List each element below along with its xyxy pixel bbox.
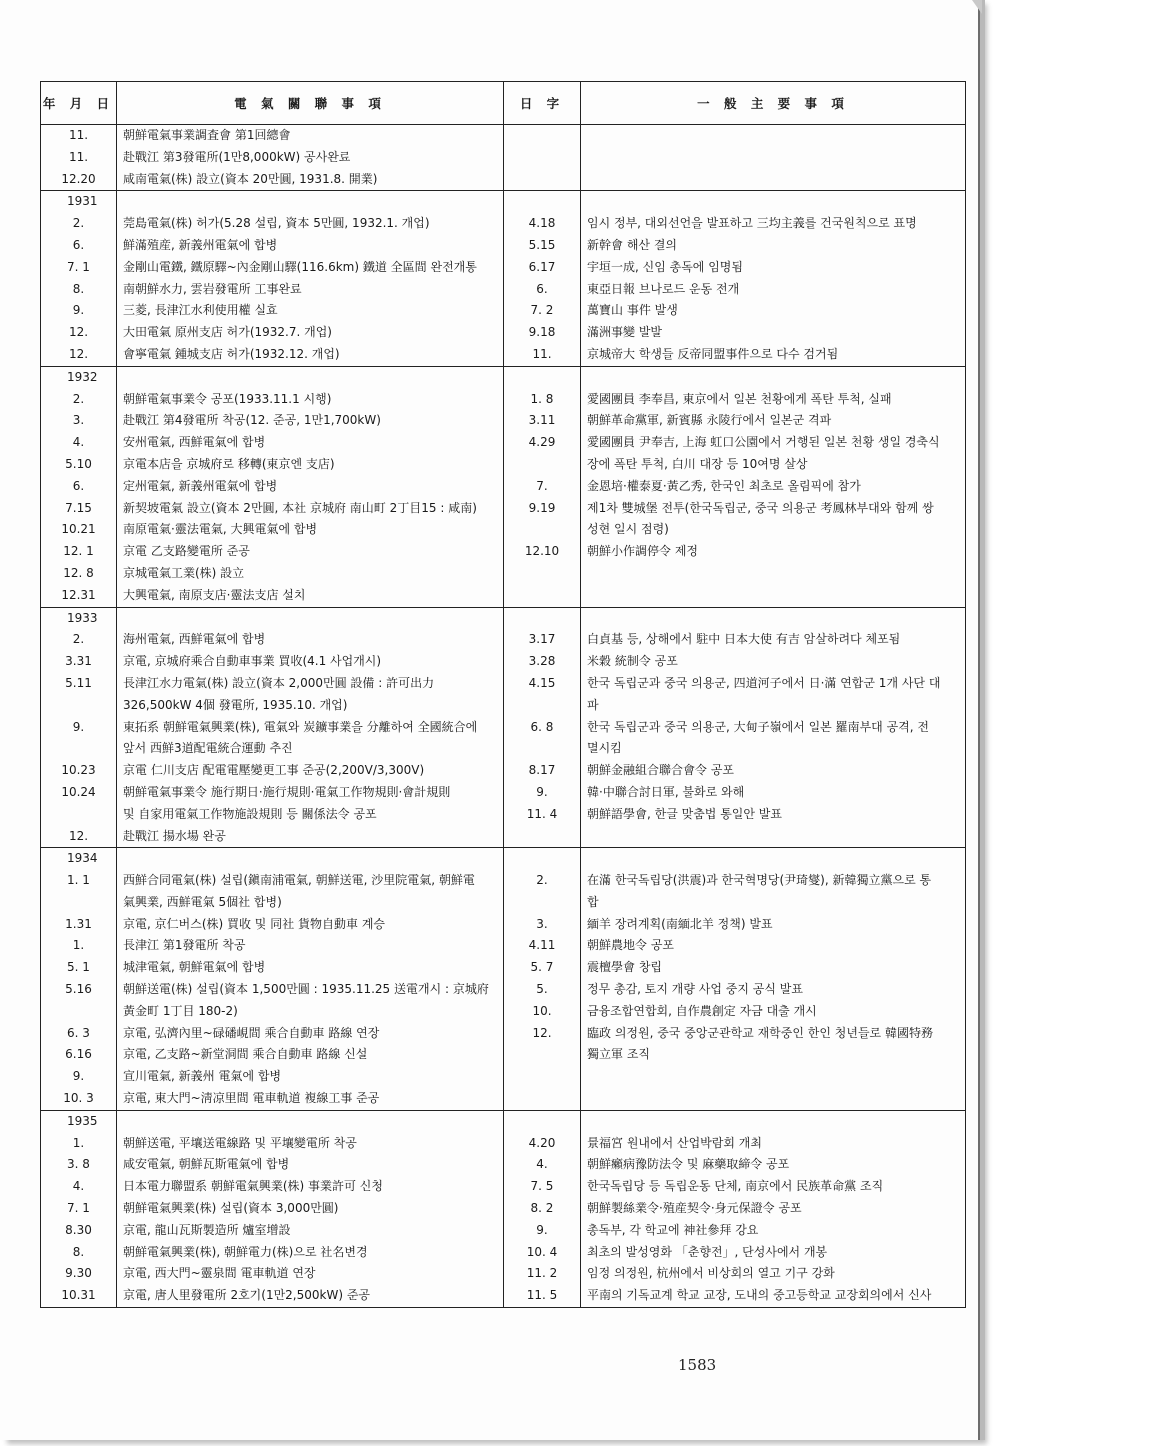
electric-event-text: 京電, 乙支路~新堂洞間 乘合自動車 路線 신설 <box>117 1044 504 1066</box>
table-header-row <box>41 82 966 125</box>
table-row <box>41 1176 966 1198</box>
electric-event-text: 326,500kW 4個 發電所, 1935.10. 개업) <box>117 695 504 717</box>
empty-cell <box>581 366 966 388</box>
electric-event-text: 三菱, 長津江水利使用權 실효 <box>117 300 504 322</box>
general-event-date: 9. <box>504 1220 581 1242</box>
general-event-date: 5. 7 <box>504 957 581 979</box>
table-row <box>41 914 966 936</box>
electric-event-date: 12. 1 <box>41 541 117 563</box>
general-event-text: 韓·中聯合討日軍, 불화로 와해 <box>581 782 966 804</box>
electric-event-date: 2. <box>41 213 117 235</box>
general-event-text: 정무 총감, 토지 개량 사업 중지 공식 발표 <box>581 979 966 1001</box>
general-event-date: 3.17 <box>504 629 581 651</box>
general-event-date: 4.15 <box>504 673 581 695</box>
electric-event-text: 京電, 京城府乘合自動車事業 買收(4.1 사업개시) <box>117 651 504 673</box>
general-event-text <box>581 147 966 169</box>
electric-event-date: 1. <box>41 935 117 957</box>
general-event-date: 8.17 <box>504 760 581 782</box>
general-event-date: 6. <box>504 279 581 301</box>
empty-cell <box>581 607 966 629</box>
table-row <box>41 804 966 826</box>
year-label: 1935 <box>41 1110 117 1132</box>
electric-event-text: 長津江水力電氣(株) 設立(資本 2,000만圓 設備 : 許可出力 <box>117 673 504 695</box>
general-event-date: 11. <box>504 344 581 366</box>
electric-event-date: 10.31 <box>41 1285 117 1307</box>
general-event-text: 성현 일시 점령) <box>581 519 966 541</box>
table-row <box>41 541 966 563</box>
table-row <box>41 279 966 301</box>
electric-event-text: 莞島電氣(株) 허가(5.28 설립, 資本 5만圓, 1932.1. 개업) <box>117 213 504 235</box>
table-row <box>41 235 966 257</box>
general-event-date <box>504 585 581 607</box>
general-event-date <box>504 826 581 848</box>
electric-event-date: 2. <box>41 629 117 651</box>
year-label: 1933 <box>41 607 117 629</box>
general-event-date: 10. <box>504 1001 581 1023</box>
year-label: 1934 <box>41 848 117 870</box>
general-event-date: 3. <box>504 914 581 936</box>
general-event-text: 朝鮮癩病豫防法令 및 麻藥取締令 공포 <box>581 1154 966 1176</box>
empty-cell <box>581 1110 966 1132</box>
electric-event-date: 8. <box>41 1242 117 1264</box>
year-row <box>41 366 966 388</box>
electric-event-date: 11. <box>41 125 117 147</box>
table-row <box>41 651 966 673</box>
electric-event-text: 大興電氣, 南原支店·靈法支店 설치 <box>117 585 504 607</box>
general-event-date: 6. 8 <box>504 717 581 739</box>
electric-event-text: 京電, 弘濟內里~碌磻峴間 乘合自動車 路線 연장 <box>117 1023 504 1045</box>
table-row <box>41 1263 966 1285</box>
general-event-text <box>581 563 966 585</box>
electric-event-date: 7. 1 <box>41 257 117 279</box>
general-event-date <box>504 169 581 191</box>
header-date: 年 月 日 <box>41 82 117 125</box>
general-event-date: 8. 2 <box>504 1198 581 1220</box>
electric-event-date: 12.20 <box>41 169 117 191</box>
electric-event-date <box>41 738 117 760</box>
table-row <box>41 563 966 585</box>
electric-event-date: 10.23 <box>41 760 117 782</box>
electric-event-date: 5.16 <box>41 979 117 1001</box>
general-event-text: 제1차 雙城堡 전투(한국독립군, 중국 의용군 考鳳林부대와 함께 쌍 <box>581 498 966 520</box>
table-row <box>41 979 966 1001</box>
general-event-date <box>504 892 581 914</box>
general-event-date: 11. 4 <box>504 804 581 826</box>
table-row <box>41 870 966 892</box>
electric-event-date: 3.31 <box>41 651 117 673</box>
general-event-text: 금융조합연합회, 自作農創定 자금 대출 개시 <box>581 1001 966 1023</box>
electric-event-text: 長津江 第1發電所 착공 <box>117 935 504 957</box>
general-event-text: 米穀 統制令 공포 <box>581 651 966 673</box>
electric-event-text: 定州電氣, 新義州電氣에 합병 <box>117 476 504 498</box>
general-event-date: 10. 4 <box>504 1242 581 1264</box>
electric-event-date: 6. 3 <box>41 1023 117 1045</box>
electric-event-date: 9.30 <box>41 1263 117 1285</box>
empty-cell <box>117 191 504 213</box>
electric-event-text: 城津電氣, 朝鮮電氣에 합병 <box>117 957 504 979</box>
electric-event-text: 京電, 東大門~淸凉里間 電車軌道 複線工事 준공 <box>117 1088 504 1110</box>
electric-event-date: 12. <box>41 826 117 848</box>
general-event-text: 朝鮮農地令 공포 <box>581 935 966 957</box>
table-row <box>41 1066 966 1088</box>
chronology-table <box>40 81 966 1308</box>
general-event-text: 朝鮮語學會, 한글 맞춤법 통일안 발표 <box>581 804 966 826</box>
electric-event-text: 朝鮮電氣興業(株) 설립(資本 3,000만圓) <box>117 1198 504 1220</box>
general-event-text: 新幹會 해산 결의 <box>581 235 966 257</box>
table-row <box>41 629 966 651</box>
general-event-text <box>581 1088 966 1110</box>
table-row <box>41 344 966 366</box>
electric-event-date: 3. <box>41 410 117 432</box>
electric-event-date: 9. <box>41 300 117 322</box>
general-event-date: 7. 2 <box>504 300 581 322</box>
electric-event-text: 赴戰江 第3發電所(1만8,000kW) 공사완료 <box>117 147 504 169</box>
electric-event-text: 大田電氣 原州支店 허가(1932.7. 개업) <box>117 322 504 344</box>
general-event-date: 3.28 <box>504 651 581 673</box>
general-event-text <box>581 585 966 607</box>
empty-cell <box>504 607 581 629</box>
electric-event-date: 12. <box>41 322 117 344</box>
electric-event-date: 9. <box>41 717 117 739</box>
table-row <box>41 760 966 782</box>
table-row <box>41 498 966 520</box>
year-label: 1931 <box>41 191 117 213</box>
table-row <box>41 410 966 432</box>
electric-event-date <box>41 1001 117 1023</box>
general-event-text: 京城帝大 학생들 反帝同盟事件으로 다수 검거됨 <box>581 344 966 366</box>
electric-event-date: 7. 1 <box>41 1198 117 1220</box>
general-event-date: 7. 5 <box>504 1176 581 1198</box>
table-row <box>41 300 966 322</box>
electric-event-text: 氣興業, 西鮮電氣 5個社 합병) <box>117 892 504 914</box>
year-row <box>41 191 966 213</box>
general-event-date <box>504 454 581 476</box>
general-event-date <box>504 1088 581 1110</box>
table-row <box>41 1001 966 1023</box>
year-row <box>41 1110 966 1132</box>
general-event-text: 한국독립당 등 독립운동 단체, 南京에서 民族革命黨 조직 <box>581 1176 966 1198</box>
general-event-date: 4. <box>504 1154 581 1176</box>
electric-event-text: 咸南電氣(株) 設立(資本 20만圓, 1931.8. 開業) <box>117 169 504 191</box>
electric-event-text: 咸安電氣, 朝鮮瓦斯電氣에 합병 <box>117 1154 504 1176</box>
table-row <box>41 125 966 147</box>
general-event-date: 5.15 <box>504 235 581 257</box>
electric-event-date: 1. <box>41 1133 117 1155</box>
general-event-date <box>504 519 581 541</box>
electric-event-text: 朝鮮電氣興業(株), 朝鮮電力(株)으로 社名변경 <box>117 1242 504 1264</box>
general-event-date: 2. <box>504 870 581 892</box>
table-row <box>41 695 966 717</box>
general-event-date <box>504 125 581 147</box>
general-event-date: 11. 5 <box>504 1285 581 1307</box>
electric-event-text: 宣川電氣, 新義州 電氣에 합병 <box>117 1066 504 1088</box>
electric-event-date: 10.21 <box>41 519 117 541</box>
electric-event-text: 朝鮮電氣事業令 施行期日·施行規則·電氣工作物規則·會計規則 <box>117 782 504 804</box>
general-event-date: 9.19 <box>504 498 581 520</box>
general-event-text: 한국 독립군과 중국 의용군, 大甸子嶺에서 일본 羅南부대 공격, 전 <box>581 717 966 739</box>
header-general-events: 一 般 主 要 事 項 <box>581 82 966 125</box>
empty-cell <box>504 191 581 213</box>
table-row <box>41 673 966 695</box>
general-event-text: 朝鮮小作調停令 제정 <box>581 541 966 563</box>
electric-event-text: 日本電力聯盟系 朝鮮電氣興業(株) 事業許可 신청 <box>117 1176 504 1198</box>
general-event-date: 11. 2 <box>504 1263 581 1285</box>
general-event-date: 9.18 <box>504 322 581 344</box>
electric-event-text: 京電, 唐人里發電所 2호기(1만2,500kW) 준공 <box>117 1285 504 1307</box>
header-electric-events: 電 氣 關 聯 事 項 <box>117 82 504 125</box>
electric-event-date: 8. <box>41 279 117 301</box>
table-body <box>41 125 966 1308</box>
table-row <box>41 957 966 979</box>
electric-event-date: 10. 3 <box>41 1088 117 1110</box>
table-row <box>41 519 966 541</box>
general-event-date <box>504 147 581 169</box>
general-event-date: 5. <box>504 979 581 1001</box>
electric-event-date: 3. 8 <box>41 1154 117 1176</box>
electric-event-date: 8.30 <box>41 1220 117 1242</box>
general-event-text: 朝鮮製絲業令·殖産契令·身元保證令 공포 <box>581 1198 966 1220</box>
empty-cell <box>117 366 504 388</box>
electric-event-date: 5. 1 <box>41 957 117 979</box>
general-event-date: 6.17 <box>504 257 581 279</box>
electric-event-date: 7.15 <box>41 498 117 520</box>
electric-event-date: 6. <box>41 235 117 257</box>
year-label: 1932 <box>41 366 117 388</box>
electric-event-text: 朝鮮送電(株) 설립(資本 1,500만圓 : 1935.11.25 送電개시 : 京城府 <box>117 979 504 1001</box>
empty-cell <box>581 191 966 213</box>
empty-cell <box>581 848 966 870</box>
general-event-text: 金恩培·權泰夏·黃乙秀, 한국인 최초로 올림픽에 참가 <box>581 476 966 498</box>
table-row <box>41 454 966 476</box>
general-event-date <box>504 1044 581 1066</box>
electric-event-date: 6. <box>41 476 117 498</box>
electric-event-text: 海州電氣, 西鮮電氣에 합병 <box>117 629 504 651</box>
general-event-text: 한국 독립군과 중국 의용군, 四道河子에서 日·滿 연합군 1개 사단 대 <box>581 673 966 695</box>
electric-event-date: 1.31 <box>41 914 117 936</box>
page-corner <box>972 0 982 14</box>
general-event-text: 朝鮮革命黨軍, 新賓縣 永陵行에서 일본군 격파 <box>581 410 966 432</box>
electric-event-date: 9. <box>41 1066 117 1088</box>
general-event-text: 朝鮮金融組合聯合會令 공포 <box>581 760 966 782</box>
electric-event-text: 南原電氣·靈法電氣, 大興電氣에 합병 <box>117 519 504 541</box>
electric-event-text: 京電, 西大門~靈泉間 電車軌道 연장 <box>117 1263 504 1285</box>
table-row <box>41 1220 966 1242</box>
general-event-text: 震檀學會 창립 <box>581 957 966 979</box>
general-event-date <box>504 563 581 585</box>
year-row <box>41 607 966 629</box>
general-event-text: 총독부, 각 학교에 神社參拜 강요 <box>581 1220 966 1242</box>
general-event-date: 12.10 <box>504 541 581 563</box>
general-event-text: 緬羊 장려계획(南緬北羊 정책) 발표 <box>581 914 966 936</box>
empty-cell <box>504 366 581 388</box>
electric-event-date <box>41 804 117 826</box>
electric-event-text: 金剛山電鐵, 鐵原驛~內金剛山驛(116.6km) 鐵道 全區間 완전개통 <box>117 257 504 279</box>
electric-event-text: 京城電氣工業(株) 設立 <box>117 563 504 585</box>
general-event-date <box>504 695 581 717</box>
table-row <box>41 1285 966 1307</box>
general-event-text: 장에 폭탄 투척, 白川 대장 등 10여명 살상 <box>581 454 966 476</box>
electric-event-text: 京電 乙支路變電所 준공 <box>117 541 504 563</box>
empty-cell <box>117 607 504 629</box>
empty-cell <box>117 848 504 870</box>
electric-event-date: 11. <box>41 147 117 169</box>
electric-event-text: 京電 仁川支店 配電電壓變更工事 준공(2,200V/3,300V) <box>117 760 504 782</box>
general-event-text: 愛國團員 李奉昌, 東京에서 일본 천황에게 폭탄 투척, 실패 <box>581 389 966 411</box>
electric-event-text: 黃金町 1丁目 180-2) <box>117 1001 504 1023</box>
electric-event-date: 4. <box>41 1176 117 1198</box>
general-event-text: 獨立軍 조직 <box>581 1044 966 1066</box>
general-event-date: 9. <box>504 782 581 804</box>
electric-event-date: 6.16 <box>41 1044 117 1066</box>
table-row <box>41 935 966 957</box>
general-event-text: 宇垣一成, 신임 총독에 임명됨 <box>581 257 966 279</box>
electric-event-text: 朝鮮電氣事業調査會 第1回總會 <box>117 125 504 147</box>
table-row <box>41 782 966 804</box>
table-row <box>41 147 966 169</box>
electric-event-text: 東拓系 朝鮮電氣興業(株), 電氣와 炭鑛事業을 分離하여 全國統合에 <box>117 717 504 739</box>
electric-event-date: 12. 8 <box>41 563 117 585</box>
general-event-text: 萬寶山 事件 발생 <box>581 300 966 322</box>
electric-event-date <box>41 892 117 914</box>
table-row <box>41 717 966 739</box>
general-event-text: 白貞基 등, 상해에서 駐中 日本大使 有吉 암살하려다 체포됨 <box>581 629 966 651</box>
electric-event-date: 4. <box>41 432 117 454</box>
table-row <box>41 1023 966 1045</box>
electric-event-text: 朝鮮送電, 平壤送電線路 및 平壤變電所 착공 <box>117 1133 504 1155</box>
general-event-date: 4.20 <box>504 1133 581 1155</box>
electric-event-text: 赴戰江 第4發電所 착공(12. 준공, 1만1,700kW) <box>117 410 504 432</box>
table-row <box>41 1242 966 1264</box>
electric-event-text: 京電, 京仁버스(株) 買收 및 同社 貨物自動車 계승 <box>117 914 504 936</box>
electric-event-date: 5.11 <box>41 673 117 695</box>
general-event-text: 愛國團員 尹奉吉, 上海 虹口公園에서 거행된 일본 천황 생일 경축식 <box>581 432 966 454</box>
year-row <box>41 848 966 870</box>
general-event-text: 합 <box>581 892 966 914</box>
general-event-date: 7. <box>504 476 581 498</box>
general-event-date: 1. 8 <box>504 389 581 411</box>
general-event-text: 임정 의정원, 杭州에서 비상회의 열고 기구 강화 <box>581 1263 966 1285</box>
table-row <box>41 1154 966 1176</box>
electric-event-text: 會寧電氣 鍾城支店 허가(1932.12. 개업) <box>117 344 504 366</box>
general-event-text: 최초의 발성영화 「춘향전」, 단성사에서 개봉 <box>581 1242 966 1264</box>
table-row <box>41 585 966 607</box>
general-event-date <box>504 1066 581 1088</box>
general-event-text: 景福宮 원내에서 산업박람회 개최 <box>581 1133 966 1155</box>
table-row <box>41 476 966 498</box>
electric-event-text: 新契坡電氣 設立(資本 2만圓, 本社 京城府 南山町 2丁目15 : 咸南) <box>117 498 504 520</box>
general-event-text: 在滿 한국독립당(洪震)과 한국혁명당(尹琦燮), 新韓獨立黨으로 통 <box>581 870 966 892</box>
table-row <box>41 1198 966 1220</box>
general-event-text <box>581 125 966 147</box>
general-event-date <box>504 738 581 760</box>
general-event-text <box>581 1066 966 1088</box>
general-event-text: 平南의 기독교계 학교 교장, 도내의 중고등학교 교장회의에서 신사 <box>581 1285 966 1307</box>
empty-cell <box>504 848 581 870</box>
electric-event-date: 1. 1 <box>41 870 117 892</box>
general-event-date: 4.18 <box>504 213 581 235</box>
general-event-text: 임시 정부, 대외선언을 발표하고 三均主義를 건국원칙으로 표명 <box>581 213 966 235</box>
table-row <box>41 1088 966 1110</box>
electric-event-text: 앞서 西鮮3道配電統合運動 추진 <box>117 738 504 760</box>
electric-event-text: 京電本店을 京城府로 移轉(東京엔 支店) <box>117 454 504 476</box>
table-row <box>41 892 966 914</box>
table-row <box>41 738 966 760</box>
table-row <box>41 1133 966 1155</box>
table-row <box>41 169 966 191</box>
table-row <box>41 257 966 279</box>
general-event-text: 滿洲事變 발발 <box>581 322 966 344</box>
table-row <box>41 432 966 454</box>
electric-event-text: 安州電氣, 西鮮電氣에 합병 <box>117 432 504 454</box>
general-event-text <box>581 169 966 191</box>
electric-event-text: 南朝鮮水力, 雲岩發電所 工事완료 <box>117 279 504 301</box>
general-event-date: 12. <box>504 1023 581 1045</box>
general-event-text: 파 <box>581 695 966 717</box>
general-event-date: 4.29 <box>504 432 581 454</box>
empty-cell <box>117 1110 504 1132</box>
general-event-date: 3.11 <box>504 410 581 432</box>
page-number: 1583 <box>678 1356 717 1374</box>
empty-cell <box>504 1110 581 1132</box>
table-row <box>41 322 966 344</box>
table-row <box>41 826 966 848</box>
table-row <box>41 1044 966 1066</box>
electric-event-date: 10.24 <box>41 782 117 804</box>
electric-event-text: 京電, 龍山瓦斯製造所 爐室增設 <box>117 1220 504 1242</box>
general-event-text: 臨政 의정원, 중국 중앙군관학교 재학중인 한인 청년들로 韓國特務 <box>581 1023 966 1045</box>
general-event-text: 東亞日報 브나로드 운동 전개 <box>581 279 966 301</box>
general-event-text: 멸시킴 <box>581 738 966 760</box>
general-event-text <box>581 826 966 848</box>
electric-event-date: 12. <box>41 344 117 366</box>
table-row <box>41 213 966 235</box>
electric-event-text: 鮮滿殖産, 新義州電氣에 합병 <box>117 235 504 257</box>
electric-event-text: 赴戰江 揚水場 완공 <box>117 826 504 848</box>
electric-event-date: 12.31 <box>41 585 117 607</box>
header-day: 日 字 <box>504 82 581 125</box>
electric-event-date <box>41 695 117 717</box>
electric-event-date: 5.10 <box>41 454 117 476</box>
table-row <box>41 389 966 411</box>
general-event-date: 4.11 <box>504 935 581 957</box>
electric-event-text: 西鮮合同電氣(株) 설립(鎭南浦電氣, 朝鮮送電, 沙里院電氣, 朝鮮電 <box>117 870 504 892</box>
electric-event-text: 朝鮮電氣事業令 공포(1933.11.1 시행) <box>117 389 504 411</box>
electric-event-text: 및 自家用電氣工作物施設規則 등 關係法令 공포 <box>117 804 504 826</box>
electric-event-date: 2. <box>41 389 117 411</box>
